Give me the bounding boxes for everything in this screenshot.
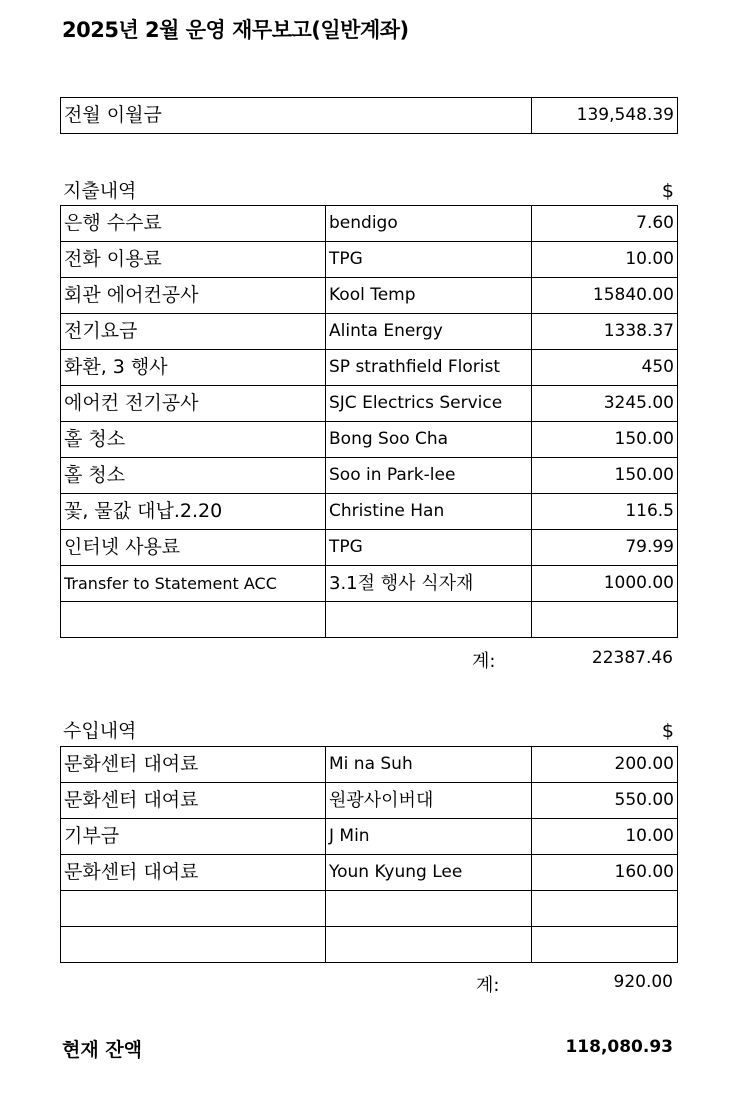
income-item: [61, 891, 326, 927]
income-item: 문화센터 대여료: [61, 783, 326, 819]
income-total-label: 계:: [476, 975, 500, 996]
income-item: [61, 927, 326, 963]
income-heading: 수입내역: [63, 720, 137, 742]
expense-item: [61, 602, 326, 638]
expenses-heading: 지출내역: [63, 180, 137, 202]
expense-payee: Christine Han: [326, 494, 532, 530]
expense-amount: 79.99: [532, 530, 678, 566]
expense-item: 은행 수수료: [61, 206, 326, 242]
expense-payee: bendigo: [326, 206, 532, 242]
income-payee: J Min: [326, 819, 532, 855]
balance-amount: 118,080.93: [565, 1037, 673, 1057]
income-amount: 550.00: [532, 783, 678, 819]
income-item: 기부금: [61, 819, 326, 855]
income-row: [61, 819, 678, 855]
expense-row: [61, 566, 678, 602]
carryover-row: [61, 98, 678, 134]
expense-item: 인터넷 사용료: [61, 530, 326, 566]
expenses-currency: $: [661, 180, 674, 202]
expense-payee: Soo in Park-lee: [326, 458, 532, 494]
income-payee: [326, 891, 532, 927]
income-payee: Youn Kyung Lee: [326, 855, 532, 891]
expense-payee: [326, 602, 532, 638]
expense-item: 전기요금: [61, 314, 326, 350]
expense-row: [61, 206, 678, 242]
expense-row: [61, 314, 678, 350]
income-item: 문화센터 대여료: [61, 855, 326, 891]
expense-row: [61, 422, 678, 458]
carryover-label: 전월 이월금: [61, 98, 532, 134]
expense-row: [61, 458, 678, 494]
balance-label: 현재 잔액: [62, 1039, 143, 1061]
income-amount: [532, 927, 678, 963]
income-row: [61, 855, 678, 891]
expense-row: [61, 350, 678, 386]
expense-payee: Kool Temp: [326, 278, 532, 314]
expenses-total: 22387.46: [591, 648, 673, 668]
expense-item: 홀 청소: [61, 422, 326, 458]
income-amount: 10.00: [532, 819, 678, 855]
expense-payee: SJC Electrics Service: [326, 386, 532, 422]
expense-amount: 15840.00: [532, 278, 678, 314]
expenses-total-label: 계:: [472, 651, 496, 672]
expense-payee: 3.1절 행사 식자재: [326, 566, 532, 602]
income-table: [60, 746, 678, 963]
expenses-table: [60, 205, 678, 638]
income-amount: 160.00: [532, 855, 678, 891]
expense-amount: 1000.00: [532, 566, 678, 602]
expense-item: 회관 에어컨공사: [61, 278, 326, 314]
expense-row: [61, 242, 678, 278]
expense-item: Transfer to Statement ACC: [61, 566, 326, 602]
expense-amount: 150.00: [532, 458, 678, 494]
income-row: [61, 927, 678, 963]
report-title: 2025년 2월 운영 재무보고(일반계좌): [62, 18, 409, 42]
expense-row: [61, 494, 678, 530]
income-amount: 200.00: [532, 747, 678, 783]
expense-row: [61, 278, 678, 314]
income-total: 920.00: [613, 972, 673, 992]
expense-payee: TPG: [326, 242, 532, 278]
income-payee: 원광사이버대: [326, 783, 532, 819]
carryover-amount: 139,548.39: [532, 98, 678, 134]
expense-amount: 10.00: [532, 242, 678, 278]
expense-amount: 450: [532, 350, 678, 386]
expense-payee: Alinta Energy: [326, 314, 532, 350]
income-payee: [326, 927, 532, 963]
expense-amount: 116.5: [532, 494, 678, 530]
expense-row: [61, 530, 678, 566]
income-row: [61, 747, 678, 783]
expense-item: 화환, 3 행사: [61, 350, 326, 386]
expense-item: 전화 이용료: [61, 242, 326, 278]
expense-amount: [532, 602, 678, 638]
expense-row: [61, 602, 678, 638]
income-payee: Mi na Suh: [326, 747, 532, 783]
expense-payee: Bong Soo Cha: [326, 422, 532, 458]
expense-item: 에어컨 전기공사: [61, 386, 326, 422]
expense-row: [61, 386, 678, 422]
expense-payee: TPG: [326, 530, 532, 566]
expense-payee: SP strathfield Florist: [326, 350, 532, 386]
carryover-table: [60, 97, 678, 134]
expense-item: 홀 청소: [61, 458, 326, 494]
income-row: [61, 891, 678, 927]
expense-amount: 7.60: [532, 206, 678, 242]
expense-amount: 3245.00: [532, 386, 678, 422]
expense-amount: 150.00: [532, 422, 678, 458]
income-currency: $: [661, 720, 674, 742]
income-amount: [532, 891, 678, 927]
expense-amount: 1338.37: [532, 314, 678, 350]
income-item: 문화센터 대여료: [61, 747, 326, 783]
expense-item: 꽃, 물값 대납.2.20: [61, 494, 326, 530]
income-row: [61, 783, 678, 819]
